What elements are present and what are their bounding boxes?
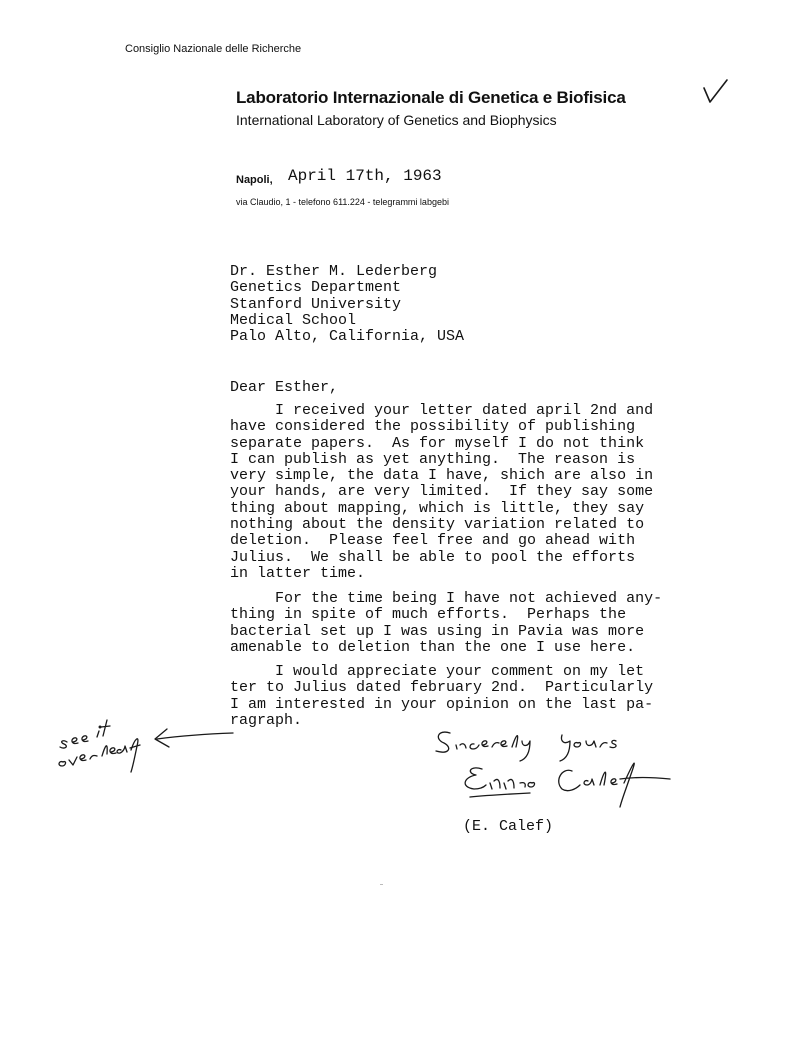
handwritten-margin-note <box>45 712 235 777</box>
letterhead-contact: via Claudio, 1 - telefono 611.224 - telegrammi labgebi <box>236 197 449 207</box>
handwritten-checkmark-icon <box>700 78 730 108</box>
address-line: Medical School <box>230 311 357 329</box>
salutation: Dear Esther, <box>230 379 339 396</box>
body-paragraph-1: I received your letter dated april 2nd and have considered the possibility of publishing separate papers. As for myself I do not think I can publish as yet anything. The reason is very simple, the data I have, shich are also in your hands, are very limited. If they say some thing about mapping, which is little, they say nothing about the density variation related to deletion. Please feel free and go ahead with Julius. We shall be able to pool the efforts in latter time. <box>230 402 654 582</box>
body-paragraph-3: I would appreciate your comment on my let ter to Julius dated february 2nd. Particularly I am interested in your opinion on the last pa- ragraph. <box>230 663 654 729</box>
scan-speck <box>380 884 383 885</box>
address-line: Genetics Department <box>230 279 402 297</box>
letterhead-title-english: International Laboratory of Genetics and Biophysics <box>236 112 557 128</box>
address-line: Palo Alto, California, USA <box>230 328 465 346</box>
address-line: Dr. Esther M. Lederberg <box>230 263 438 280</box>
letterhead-title-italian: Laboratorio Internazionale di Genetica e Biofisica <box>236 88 626 107</box>
address-line: Stanford University <box>230 295 402 313</box>
archive-label: Consiglio Nazionale delle Richerche <box>125 43 302 55</box>
body-paragraph-2: For the time being I have not achieved any- thing in spite of much efforts. Perhaps the bacterial set up I was using in Pavia was more amenable to deletion than the one I use here. <box>230 590 663 656</box>
handwritten-signature <box>430 725 700 815</box>
recipient-address <box>230 264 464 345</box>
typed-name: (E. Calef) <box>463 818 554 835</box>
letter-date: April 17th, 1963 <box>288 167 442 185</box>
letterhead-place: Napoli, <box>236 174 273 186</box>
